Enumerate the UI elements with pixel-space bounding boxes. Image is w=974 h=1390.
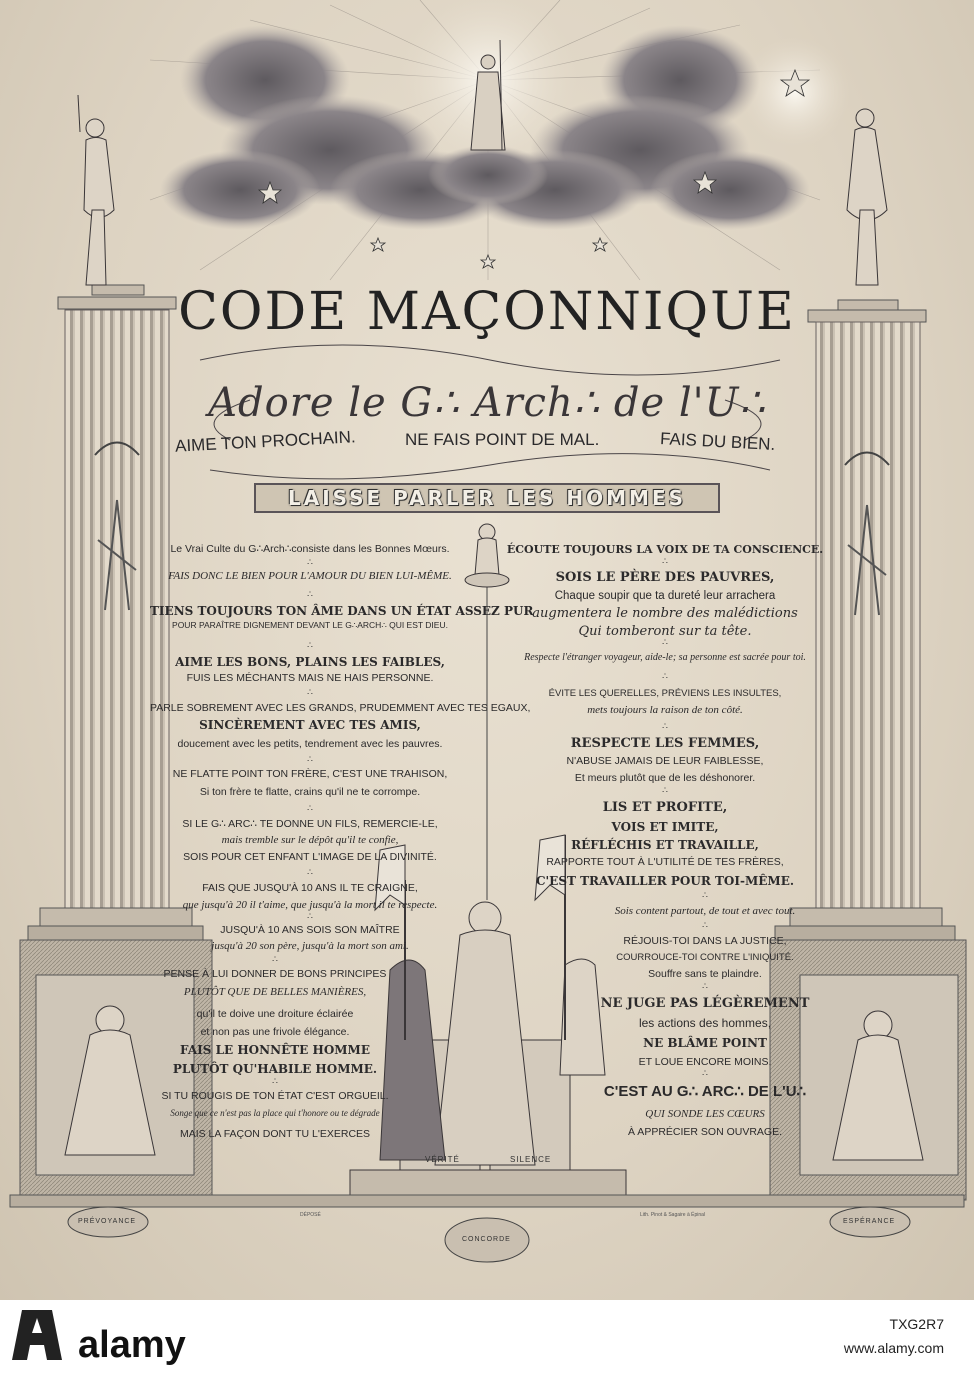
caption-prevoyance: PRÉVOYANCE (78, 1218, 137, 1225)
left-text-5: AIME LES BONS, PLAINS LES FAIBLES, (175, 655, 445, 669)
alamy-wordmark: alamy (78, 1324, 186, 1366)
right-text-18: RÉJOUIS-TOI DANS LA JUSTICE, (623, 935, 787, 947)
separator-dots: ∴ (662, 638, 668, 648)
right-angel (847, 109, 887, 285)
right-text-9: RESPECTE LES FEMMES, (570, 736, 760, 751)
left-text-3: TIENS TOUJOURS TON ÂME DANS UN ÉTAT ASSEZ PUR (150, 604, 534, 618)
caption-printer: Lith. Pinot & Sagaire à Épinal (640, 1212, 706, 1218)
cherub (465, 524, 509, 587)
maxim-do-good: FAIS DU BIEN. (659, 428, 776, 455)
separator-dots: ∴ (662, 722, 668, 732)
left-text-13: mais tremble sur le dépôt qu'il te confie, (221, 834, 399, 846)
caption-silence: SILENCE (510, 1155, 552, 1164)
separator-dots: ∴ (662, 786, 668, 796)
separator-dots: ∴ (702, 1069, 708, 1079)
separator-dots: ∴ (272, 1077, 278, 1087)
banner-let-men-speak: LAISSE PARLER LES HOMMES (254, 483, 720, 513)
left-text-19: PENSE À LUI DONNER DE BONS PRINCIPES (163, 968, 387, 980)
left-text-4: POUR PARAÎTRE DIGNEMENT DEVANT LE G∴ARCH∴ QUI EST DIEU. (172, 620, 448, 630)
right-text-13: VOIS ET IMITE, (611, 820, 719, 834)
left-text-23: FAIS LE HONNÊTE HOMME (180, 1043, 370, 1057)
left-text-6: FUIS LES MÉCHANTS MAIS NE HAIS PERSONNE. (186, 672, 434, 684)
right-text-3: Chaque soupir que ta dureté leur arrachera (554, 590, 776, 602)
caption-concorde: CONCORDE (462, 1236, 511, 1243)
left-text-16: que jusqu'à 20 il t'aime, que jusqu'à la mort il te respecte. (182, 899, 438, 911)
left-text-10: NE FLATTE POINT TON FRÈRE, C'EST UNE TRAHISON, (172, 768, 448, 780)
left-text-14: SOIS POUR CET ENFANT L'IMAGE DE LA DIVINITÉ. (183, 851, 437, 863)
right-text-17: Sois content partout, de tout et avec tout. (614, 905, 796, 917)
right-text-2: SOIS LE PÈRE DES PAUVRES, (555, 570, 775, 585)
right-text-1: ÉCOUTE TOUJOURS LA VOIX DE TA CONSCIENCE. (506, 543, 824, 556)
left-text-15: FAIS QUE JUSQU'À 10 ANS IL TE CRAIGNE, (202, 882, 418, 894)
cartouches (68, 1207, 910, 1262)
left-text-7: PARLE SOBREMENT AVEC LES GRANDS, PRUDEMMENT AVEC TES EGAUX, (150, 702, 531, 714)
right-text-23: NE BLÂME POINT (643, 1036, 767, 1050)
separator-dots: ∴ (272, 955, 278, 965)
separator-dots: ∴ (662, 672, 668, 682)
left-text-27: MAIS LA FAÇON DONT TU L'EXERCES (179, 1128, 371, 1140)
left-angel (78, 95, 114, 285)
stock-footer (0, 1300, 974, 1390)
right-text-15: RAPPORTE TOUT À L'UTILITÉ DE TES FRÈRES, (546, 856, 784, 868)
maxim-do-no-harm: NE FAIS POINT DE MAL. (405, 430, 600, 449)
separator-dots: ∴ (307, 590, 313, 600)
left-text-11: Si ton frère te flatte, crains qu'il ne te corrompe. (199, 786, 421, 798)
right-text-11: Et meurs plutôt que de les déshonorer. (574, 772, 756, 784)
left-text-8: SINCÈREMENT AVEC TES AMIS, (199, 718, 421, 732)
separator-dots: ∴ (307, 641, 313, 651)
right-text-27: À APPRÉCIER SON OUVRAGE. (627, 1126, 783, 1138)
separator-dots: ∴ (307, 755, 313, 765)
right-text-14: RÉFLÉCHIS ET TRAVAILLE, (571, 838, 759, 852)
right-text-16: C'EST TRAVAILLER POUR TOI-MÊME. (535, 874, 795, 888)
separator-dots: ∴ (702, 891, 708, 901)
right-text-25: C'EST AU G∴ ARC∴ DE L'U∴ (603, 1083, 807, 1100)
left-text-25: SI TU ROUGIS DE TON ÉTAT C'EST ORGUEIL. (161, 1090, 389, 1102)
separator-dots: ∴ (307, 804, 313, 814)
right-text-5: Qui tomberont sur ta tête. (578, 624, 752, 639)
image-id: TXG2R7 (889, 1316, 944, 1332)
right-text-20: Souffre sans te plaindre. (648, 968, 762, 980)
caption-verite: VÉRITÉ (425, 1155, 460, 1164)
left-text-1: Le Vrai Culte du G∴Arch∴consiste dans les Bonnes Mœurs. (170, 543, 450, 555)
right-text-26: QUI SONDE LES CŒURS (645, 1108, 765, 1120)
left-text-21: qu'il te doive une droiture éclairée (196, 1008, 354, 1020)
plinth (10, 1195, 964, 1207)
right-text-8: mets toujours la raison de ton côté. (587, 704, 743, 716)
left-text-12: SI LE G∴ ARC∴ TE DONNE UN FILS, REMERCIE-LE, (182, 818, 438, 830)
alamy-url: www.alamy.com (843, 1340, 944, 1356)
separator-dots: ∴ (702, 982, 708, 992)
separator-dots: ∴ (307, 688, 313, 698)
separator-dots: ∴ (662, 557, 668, 567)
right-text-22: les actions des hommes, (638, 1016, 772, 1030)
poster-title: CODE MAÇONNIQUE (178, 282, 796, 342)
caption-depose: DÉPOSÉ (300, 1212, 321, 1218)
caption-esperance: ESPÉRANCE (843, 1218, 896, 1225)
right-text-6: Respecte l'étranger voyageur, aide-le; sa personne est sacrée pour toi. (524, 652, 806, 663)
right-text-19: COURROUCE-TOI CONTRE L'INIQUITÉ. (616, 952, 794, 963)
left-text-20: PLUTÔT QUE DE BELLES MANIÈRES, (183, 986, 367, 998)
separator-dots: ∴ (307, 558, 313, 568)
separator-dots: ∴ (307, 868, 313, 878)
separator-dots: ∴ (307, 912, 313, 922)
right-text-7: ÉVITE LES QUERELLES, PRÉVIENS LES INSULTES, (548, 688, 782, 699)
poster-subtitle: Adore le G∴ Arch∴ de l'U∴ (208, 380, 766, 426)
right-text-24: ET LOUE ENCORE MOINS. (638, 1056, 772, 1068)
right-text-10: N'ABUSE JAMAIS DE LEUR FAIBLESSE, (566, 755, 764, 767)
right-text-21: NE JUGE PAS LÉGÈREMENT (600, 996, 810, 1011)
right-text-4: augmentera le nombre des malédictions (532, 606, 798, 621)
maxim-love-neighbor: AIME TON PROCHAIN. (174, 427, 357, 456)
left-text-24: PLUTÔT QU'HABILE HOMME. (172, 1062, 378, 1076)
left-text-22: et non pas une frivole élégance. (200, 1026, 350, 1038)
separator-dots: ∴ (702, 921, 708, 931)
left-text-17: JUSQU'À 10 ANS SOIS SON MAÎTRE (220, 924, 400, 936)
right-text-12: LIS ET PROFITE, (602, 800, 728, 815)
left-text-26: Songe que ce n'est pas la place qui t'honore ou te dégrade (170, 1108, 380, 1118)
left-text-9: doucement avec les petits, tendrement avec les pauvres. (177, 738, 443, 750)
left-text-18: jusqu'à 20 son père, jusqu'à la mort son ami. (211, 940, 409, 952)
left-text-2: FAIS DONC LE BIEN POUR L'AMOUR DU BIEN LUI-MÊME. (168, 570, 452, 582)
